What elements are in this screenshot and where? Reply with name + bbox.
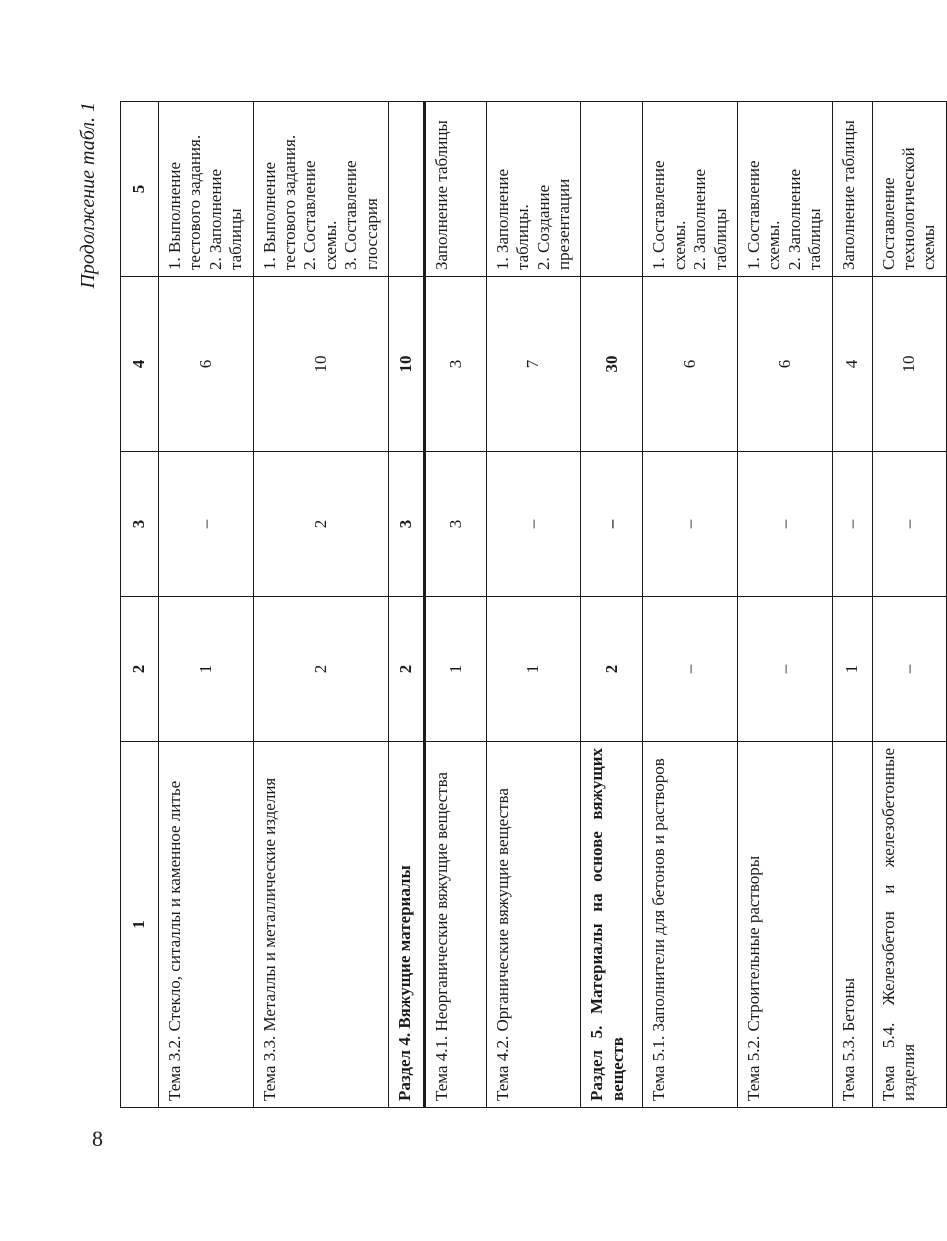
task-line: 2. Заполнение таблицы — [784, 168, 825, 270]
task-line: 2. Заполнение таблицы — [690, 168, 730, 270]
lecture-hours-cell: 1 — [832, 597, 872, 742]
task-line: 3. Составление глоссария — [341, 160, 381, 270]
practice-hours-cell: 2 — [253, 452, 388, 597]
header-col-4: 4 — [121, 277, 159, 452]
self-study-tasks-cell — [643, 102, 738, 277]
page-number: 8 — [92, 1126, 103, 1151]
self-study-hours-cell: 3 — [424, 277, 486, 452]
table-row — [643, 102, 738, 1108]
topic-cell: Тема 4.1. Неорганические вяжущие вещества — [424, 742, 486, 1108]
self-study-hours-cell: 10 — [872, 277, 946, 452]
self-study-tasks-cell — [424, 102, 486, 277]
section-title-cell: Раздел 5. Материалы на основе вяжущих веществ — [581, 742, 643, 1108]
lecture-hours-cell: 1 — [159, 597, 254, 742]
table-row — [424, 102, 486, 1108]
self-study-tasks-cell — [253, 102, 388, 277]
practice-hours-cell: – — [643, 452, 738, 597]
task-line: 2. Составление схемы. — [300, 160, 340, 270]
self-study-hours-cell: 10 — [388, 277, 424, 452]
topic-cell: Тема 5.4. Железобетон и железобетонные изделия — [872, 742, 946, 1108]
self-study-hours-cell: 10 — [253, 277, 388, 452]
lecture-hours-cell: 2 — [253, 597, 388, 742]
self-study-tasks-cell — [738, 102, 833, 277]
practice-hours-cell: 3 — [388, 452, 424, 597]
task-line: 1. Выполнение тестового задания. — [259, 134, 299, 270]
table-row — [486, 102, 581, 1108]
header-col-5: 5 — [121, 102, 159, 277]
topic-cell: Тема 4.2. Органические вяжущие вещества — [486, 742, 581, 1108]
task-line: 1. Выполнение тестового задания. — [165, 134, 205, 270]
task-line: 2. Создание презентации — [533, 178, 574, 270]
lecture-hours-cell: – — [643, 597, 738, 742]
table-row — [159, 102, 254, 1108]
table-row — [832, 102, 872, 1108]
task-line: 1. Составление схемы. — [649, 160, 689, 270]
header-col-3: 3 — [121, 452, 159, 597]
topic-cell: Тема 5.3. Бетоны — [832, 742, 872, 1108]
self-study-tasks-cell — [832, 102, 872, 277]
task-line: Заполнение таблицы — [431, 120, 451, 270]
section-row — [581, 102, 643, 1108]
lecture-hours-cell: 2 — [581, 597, 643, 742]
self-study-hours-cell: 4 — [832, 277, 872, 452]
practice-hours-cell: 3 — [424, 452, 486, 597]
topic-cell: Тема 5.1. Заполнители для бетонов и растворов — [643, 742, 738, 1108]
task-line: Составление технологической схемы — [878, 147, 939, 270]
practice-hours-cell: – — [738, 452, 833, 597]
task-line: 2. Заполнение таблицы — [205, 168, 246, 270]
section-row — [388, 102, 424, 1108]
table-row — [253, 102, 388, 1108]
lecture-hours-cell: 2 — [388, 597, 424, 742]
practice-hours-cell: – — [159, 452, 254, 597]
lecture-hours-cell: – — [872, 597, 946, 742]
practice-hours-cell: – — [872, 452, 946, 597]
self-study-hours-cell: 30 — [581, 277, 643, 452]
section-title-cell: Раздел 4. Вяжущие материалы — [388, 742, 424, 1108]
topic-cell: Тема 5.2. Строительные растворы — [738, 742, 833, 1108]
self-study-hours-cell: 6 — [643, 277, 738, 452]
self-study-tasks-cell — [388, 102, 424, 277]
table-row — [872, 102, 946, 1108]
topic-cell: Тема 3.3. Металлы и металлические изделия — [253, 742, 388, 1108]
header-col-2: 2 — [121, 597, 159, 742]
task-line: Заполнение таблицы — [838, 120, 858, 270]
self-study-tasks-cell — [486, 102, 581, 277]
self-study-hours-cell: 7 — [486, 277, 581, 452]
continuation-title: Продолжение табл. 1 — [77, 102, 99, 289]
self-study-tasks-cell — [581, 102, 643, 277]
self-study-hours-cell: 6 — [159, 277, 254, 452]
self-study-hours-cell: 6 — [738, 277, 833, 452]
self-study-tasks-cell — [872, 102, 946, 277]
task-line: 1. Составление схемы. — [744, 160, 784, 270]
self-study-tasks-cell — [159, 102, 254, 277]
practice-hours-cell: – — [486, 452, 581, 597]
lecture-hours-cell: 1 — [424, 597, 486, 742]
practice-hours-cell: – — [832, 452, 872, 597]
header-col-1: 1 — [121, 742, 159, 1108]
table-row — [738, 102, 833, 1108]
lecture-hours-cell: – — [738, 597, 833, 742]
task-line: 1. Заполнение таблицы. — [492, 168, 533, 270]
table-header-row — [121, 102, 159, 1108]
practice-hours-cell: – — [581, 452, 643, 597]
topic-cell: Тема 3.2. Стекло, ситаллы и каменное литье — [159, 742, 254, 1108]
lecture-hours-cell: 1 — [486, 597, 581, 742]
curriculum-table — [120, 101, 947, 1108]
rotated-table-container — [77, 102, 939, 1108]
